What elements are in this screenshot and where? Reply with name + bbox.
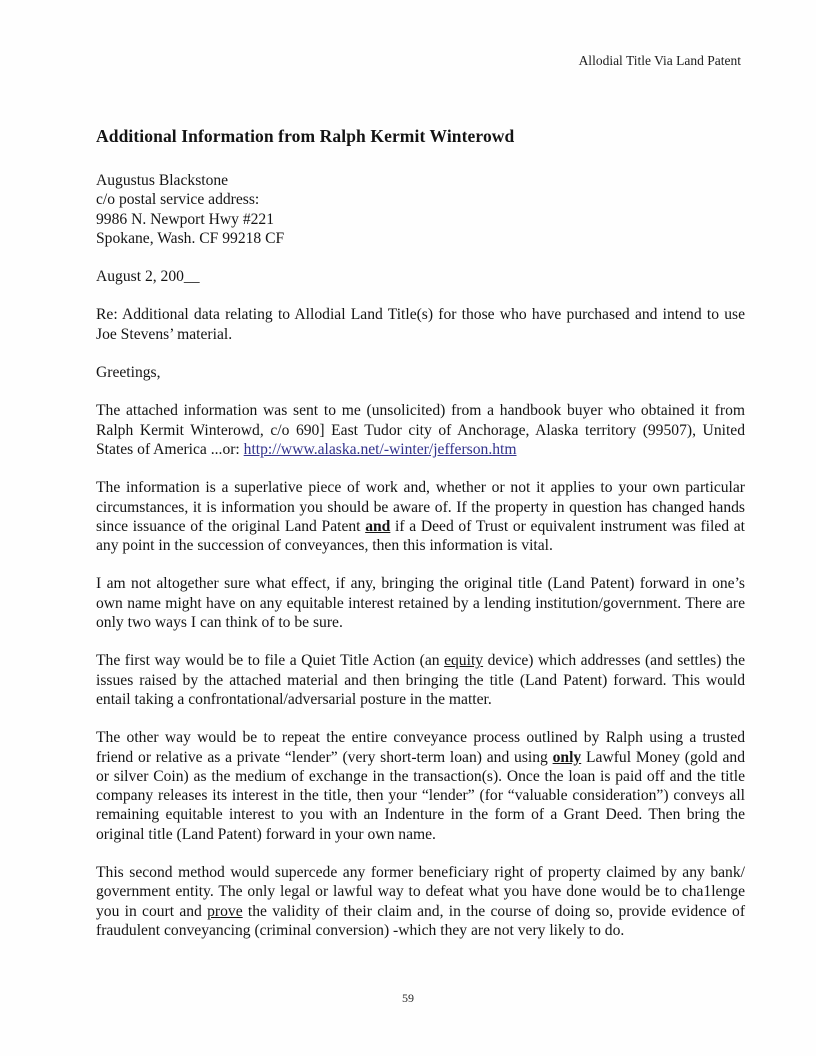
paragraph bbox=[96, 651, 745, 709]
sender-address-block bbox=[96, 171, 745, 248]
text-segment: The first way would be to file a Quiet Title Action (an bbox=[96, 652, 445, 670]
letter-content bbox=[96, 126, 745, 959]
text-segment: the validity of their claim and, in the course of doing so, provide evidence of fraudulent conveyancing (criminal conversion) -which they are not very likely to do. bbox=[96, 902, 746, 939]
text-segment: only bbox=[552, 748, 582, 766]
text-segment: if a Deed of Trust or equivalent instrument was filed at any point in the succession of conveyances, then this information is vital. bbox=[96, 517, 745, 555]
text-segment: prove bbox=[207, 902, 243, 920]
salutation: Greetings, bbox=[96, 364, 161, 382]
page-number: 59 bbox=[402, 991, 414, 1005]
text-segment: device) which addresses (and settles) the issues raised by the attached material and then bringing the title (Land Patent) forward. This would entail taking a confrontational/adversarial posture in the matter. bbox=[96, 652, 745, 708]
sender-address-line: 9986 N. Newport Hwy #221 bbox=[96, 210, 275, 228]
hyperlink[interactable]: http://www.alaska.net/-winter/jefferson.htm bbox=[243, 440, 517, 458]
re-line: Re: Additional data relating to Allodial Land Title(s) for those who have purchased and intend to use Joe Stevens’ material. bbox=[96, 306, 745, 343]
paragraph bbox=[96, 478, 745, 555]
sender-address-line: c/o postal service address: bbox=[96, 191, 260, 209]
page-title: Additional Information from Ralph Kermit Winterowd bbox=[96, 126, 515, 146]
sender-name: Augustus Blackstone bbox=[96, 172, 229, 189]
paragraph bbox=[96, 863, 745, 940]
letter-paragraphs bbox=[96, 401, 745, 940]
text-segment: This second method would supercede any former beneficiary right of property claimed by any bank/ government entity. The only legal or lawful way to defeat what you have done would be to cha1lenge you in court and bbox=[96, 864, 745, 920]
text-segment: The information is a superlative piece of work and, whether or not it applies to your own particular circumstances, it is information you should be aware of. If the property in question has changed hands since issuance of the original Land Patent bbox=[96, 479, 745, 535]
paragraph bbox=[96, 574, 745, 632]
text-segment: The other way would be to repeat the entire conveyance process outlined by Ralph using a trusted friend or relative as a private “lender” (very short-term loan) and using bbox=[96, 729, 745, 766]
sender-address-line: Spokane, Wash. CF 99218 CF bbox=[96, 229, 285, 247]
paragraph bbox=[96, 728, 745, 844]
date-line: August 2, 200__ bbox=[96, 268, 200, 286]
text-segment: Lawful Money (gold and or silver Coin) as the medium of exchange in the transaction(s). Once the loan is paid off and the title company releases its interest in the title, then your “lender” (for “valuable consideration”) conveys all remaining equitable interest to you with an Indenture in the form of a Grant Deed. Then bring the original title (Land Patent) forward in your own name. bbox=[96, 748, 745, 843]
paragraph bbox=[96, 401, 745, 459]
text-segment: I am not altogether sure what effect, if any, bringing the original title (Land Patent) forward in one’s own name might have on any equitable interest retained by a lending institution/government. There are only two ways I can think of to be sure. bbox=[96, 575, 745, 632]
text-segment: The attached information was sent to me (unsolicited) from a handbook buyer who obtained it from Ralph Kermit Winterowd, c/o 690] East Tudor city of Anchorage, Alaska territory (99507), United States of America ...or: bbox=[96, 402, 745, 458]
text-segment: and bbox=[365, 517, 391, 535]
running-header: Allodial Title Via Land Patent bbox=[578, 53, 741, 68]
text-segment: equity bbox=[444, 652, 484, 670]
